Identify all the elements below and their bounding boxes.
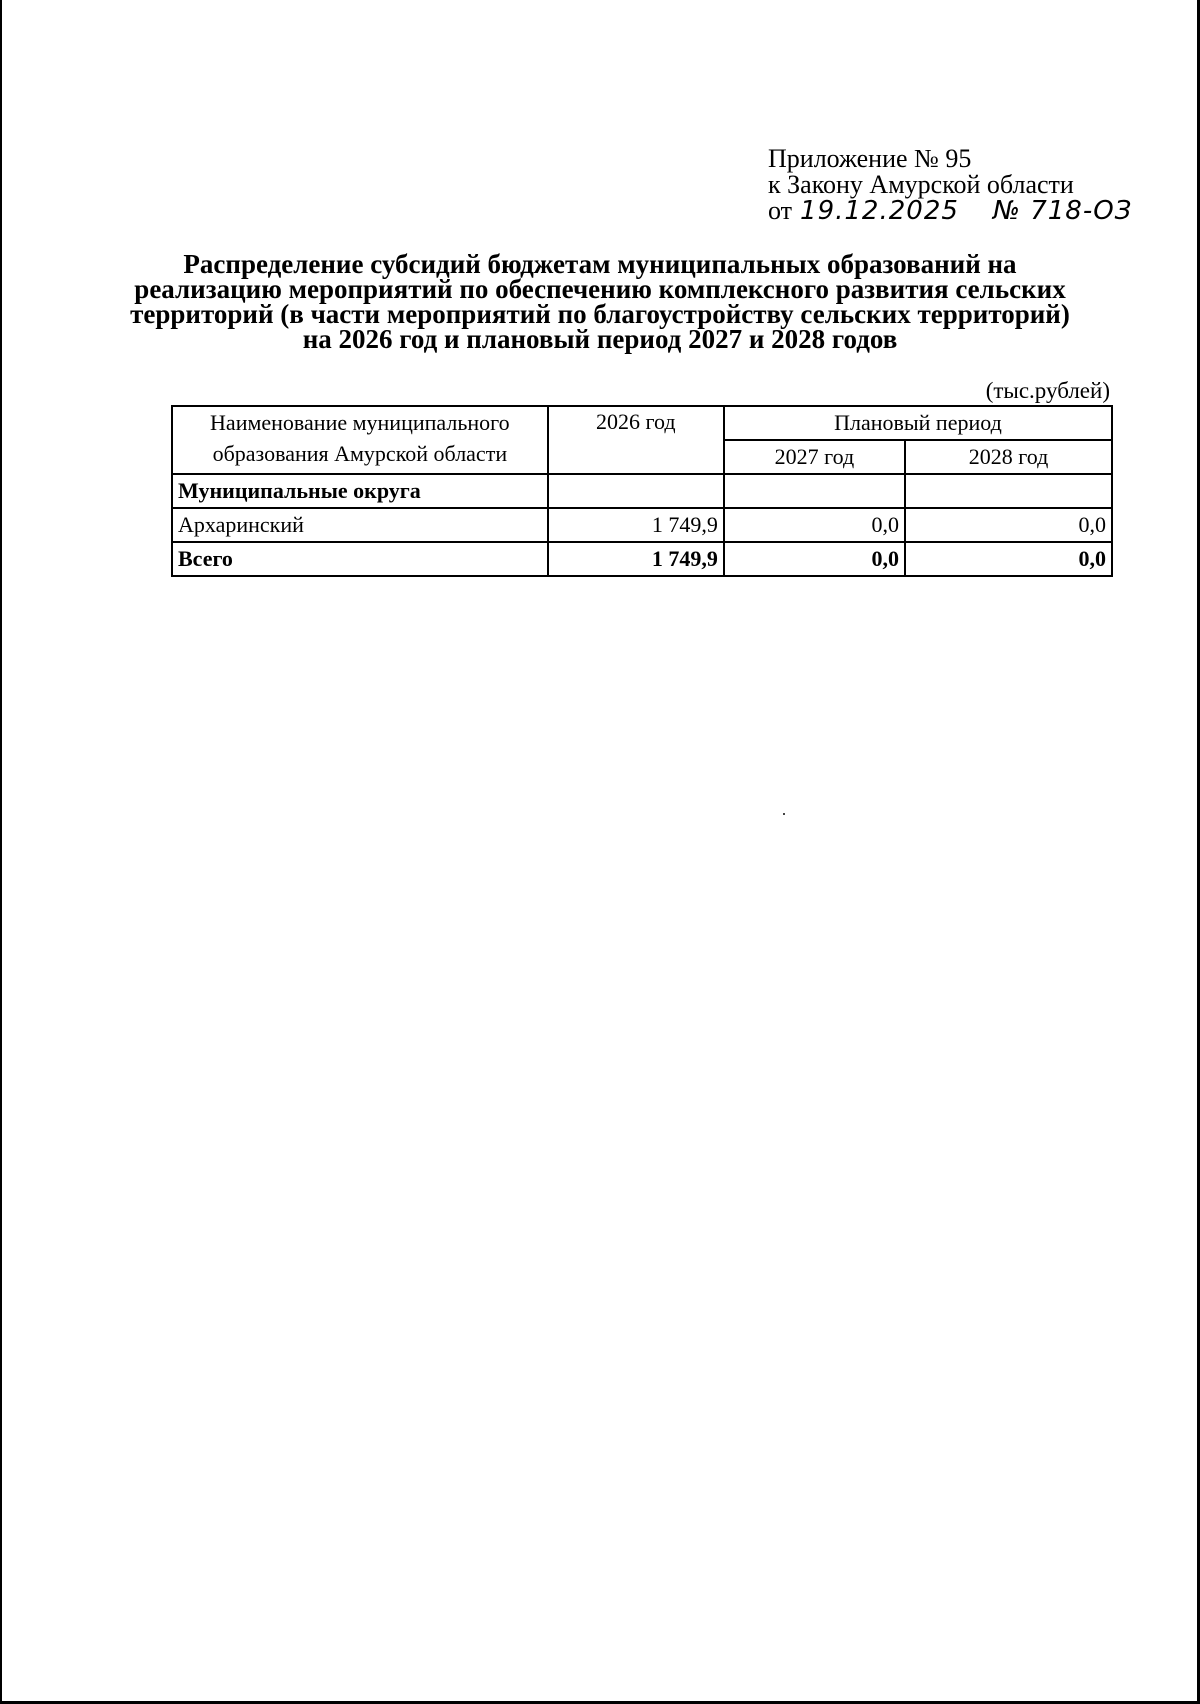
total-value-2028: 0,0	[905, 542, 1112, 576]
table-header-row	[172, 406, 1112, 440]
handwritten-date: 19.12.2025	[800, 196, 959, 226]
appendix-date-line	[768, 198, 1132, 224]
appendix-law-reference: к Закону Амурской области	[768, 170, 1074, 199]
document-title: Распределение субсидий бюджетам муниципальных образований на реализацию мероприятий по обеспечению комплексного развития сельских территорий (в части мероприятий по благоустройству сельских территорий) на 2026 год и плановый период 2027 и 2028 годов	[130, 249, 1070, 354]
header-year-2028: 2028 год	[905, 440, 1112, 474]
row-value-2027: 0,0	[724, 508, 905, 542]
table-row	[172, 508, 1112, 542]
date-prefix: от	[768, 196, 793, 225]
row-value-2026: 1 749,9	[548, 508, 724, 542]
total-value-2027: 0,0	[724, 542, 905, 576]
appendix-number: Приложение № 95	[768, 144, 972, 173]
scan-border-left	[0, 0, 2, 1704]
section-row	[172, 474, 1112, 508]
section-empty-2028	[905, 474, 1112, 508]
header-year-2027: 2027 год	[724, 440, 905, 474]
header-year-2026: 2026 год	[548, 406, 724, 474]
handwritten-law-number: № 718-ОЗ	[992, 196, 1133, 226]
appendix-header	[768, 146, 1132, 224]
total-label: Всего	[172, 542, 548, 576]
section-empty-2027	[724, 474, 905, 508]
total-row	[172, 542, 1112, 576]
scan-speck	[783, 813, 785, 815]
header-municipality-name: Наименование муниципального образования Амурской области	[172, 406, 548, 474]
row-value-2028: 0,0	[905, 508, 1112, 542]
subsidy-table	[171, 405, 1113, 577]
section-title: Муниципальные округа	[172, 474, 548, 508]
header-planned-period: Плановый период	[724, 406, 1112, 440]
total-value-2026: 1 749,9	[548, 542, 724, 576]
section-empty-2026	[548, 474, 724, 508]
unit-label: (тыс.рублей)	[985, 378, 1110, 403]
row-municipality-name: Архаринский	[172, 508, 548, 542]
